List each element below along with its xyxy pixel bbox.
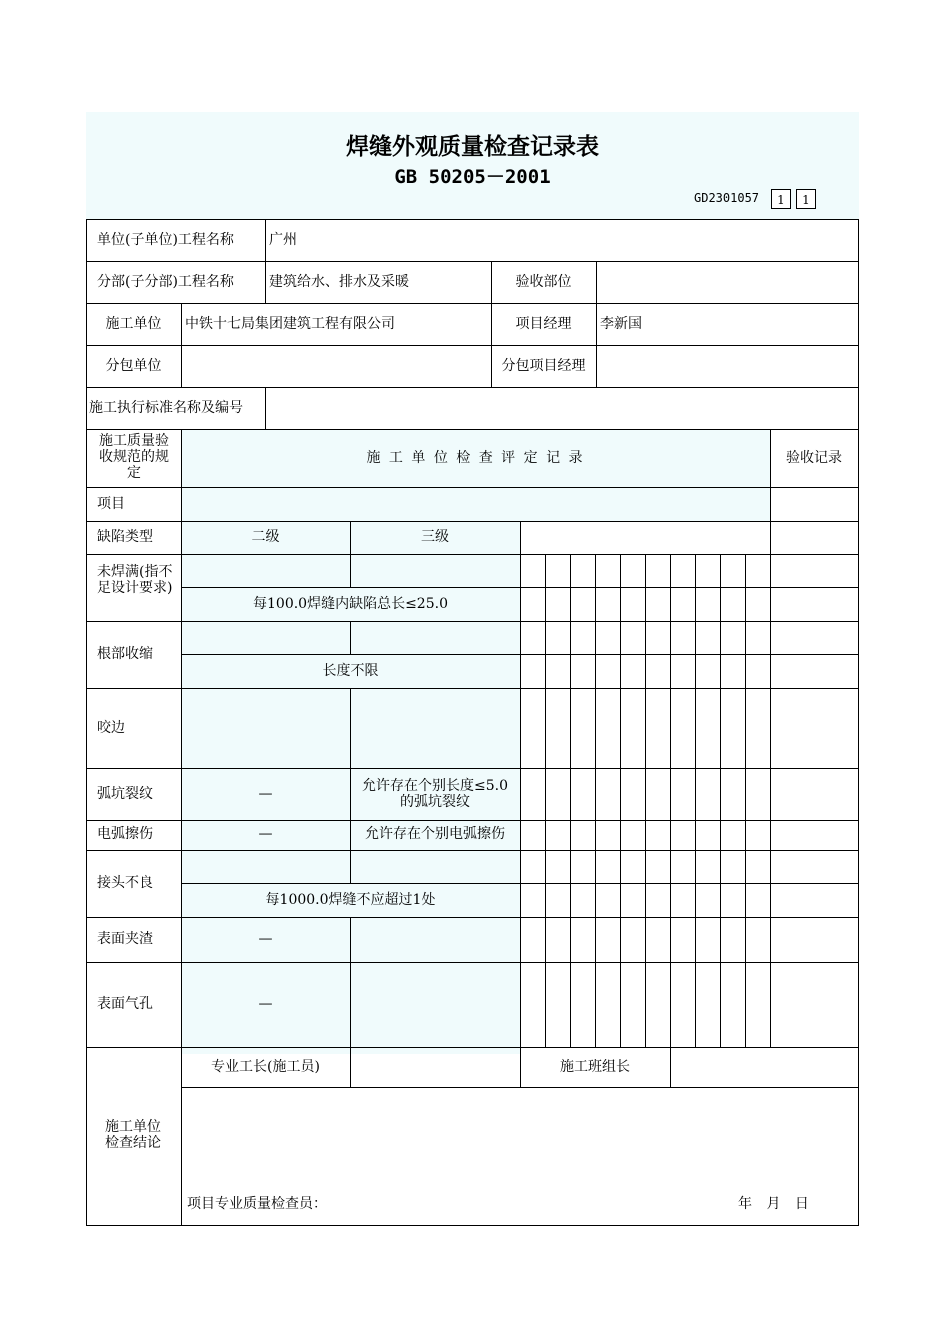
poor-joint-rule: 每1000.0焊缝不应超过1处 xyxy=(265,892,436,908)
code-box-1: 1 xyxy=(771,189,791,209)
grid-line xyxy=(86,621,859,622)
sub-project-label: 分部(子分部)工程名称 xyxy=(97,274,234,290)
grid-line xyxy=(596,261,597,387)
grade-2-header: 二级 xyxy=(251,529,280,545)
grid-line xyxy=(695,554,696,1047)
poor-joint-label: 接头不良 xyxy=(97,875,153,891)
underfill-rule: 每100.0焊缝内缺陷总长≤25.0 xyxy=(253,596,448,612)
grid-line xyxy=(86,850,859,851)
grid-line xyxy=(350,917,351,1087)
conclusion-label: 施工单位检查结论 xyxy=(105,1119,161,1151)
arc-strike-grade-3: 允许存在个别电弧擦伤 xyxy=(365,826,505,842)
table-border-right xyxy=(858,219,859,1226)
sub-project-value[interactable]: 建筑给水、排水及采暖 xyxy=(269,274,409,290)
acceptance-header: 验收记录 xyxy=(786,450,842,466)
table-border-top xyxy=(86,219,859,220)
grid-line xyxy=(670,554,671,1087)
grid-line xyxy=(86,688,859,689)
grid-line xyxy=(86,487,859,488)
grid-line xyxy=(595,554,596,1047)
standard-number: GB 50205－2001 xyxy=(394,166,551,188)
grid-line xyxy=(770,429,771,1047)
grid-line xyxy=(86,429,859,430)
grid-line xyxy=(86,917,859,918)
standard-label: 施工执行标准名称及编号 xyxy=(89,400,243,416)
grid-line xyxy=(545,554,546,1047)
record-header: 施 工 单 位 检 查 评 定 记 录 xyxy=(366,450,585,466)
unit-project-label: 单位(子单位)工程名称 xyxy=(97,232,234,248)
slag-label: 表面夹渣 xyxy=(97,931,153,947)
item-label: 项目 xyxy=(97,496,125,512)
team-leader-label: 施工班组长 xyxy=(560,1059,630,1075)
grid-line xyxy=(745,554,746,1047)
contractor-value[interactable]: 中铁十七局集团建筑工程有限公司 xyxy=(185,316,395,332)
grid-line xyxy=(620,554,621,1047)
code-box-2: 1 xyxy=(796,189,816,209)
crater-crack-grade-2: — xyxy=(258,786,273,802)
spec-header: 施工质量验收规范的规定 xyxy=(99,433,169,481)
arc-strike-grade-2: — xyxy=(258,826,273,842)
project-manager-value[interactable]: 李新国 xyxy=(600,316,642,332)
grid-line xyxy=(86,554,859,555)
grid-line xyxy=(86,820,859,821)
item-cell xyxy=(181,487,770,521)
grid-line xyxy=(350,688,351,883)
grid-line xyxy=(265,387,266,429)
grid-line xyxy=(570,554,571,1047)
crater-crack-grade-3: 允许存在个别长度≤5.0的弧坑裂纹 xyxy=(362,778,508,810)
porosity-grade-2: — xyxy=(258,996,273,1012)
form-title: 焊缝外观质量检查记录表 xyxy=(346,134,599,160)
root-shrink-label: 根部收缩 xyxy=(97,646,153,662)
slag-grade-2: — xyxy=(258,931,273,947)
arc-strike-label: 电弧擦伤 xyxy=(97,826,153,842)
contractor-label: 施工单位 xyxy=(105,316,162,332)
grid-line xyxy=(520,521,521,1087)
grid-line xyxy=(86,962,859,963)
inspector-label: 项目专业质量检查员： xyxy=(187,1196,327,1212)
unit-project-value[interactable]: 广州 xyxy=(269,232,297,248)
grid-line xyxy=(350,621,351,654)
grid-line xyxy=(265,219,266,303)
grid-line xyxy=(86,303,859,304)
grid-line xyxy=(86,261,859,262)
grid-line xyxy=(86,521,859,522)
foreman-label: 专业工长(施工员) xyxy=(211,1059,320,1075)
date-label: 年 月 日 xyxy=(738,1196,809,1212)
grid-line xyxy=(645,554,646,1047)
undercut-label: 咬边 xyxy=(97,720,125,736)
grid-line xyxy=(86,387,859,388)
subcontractor-label: 分包单位 xyxy=(105,358,162,374)
acceptance-part-label: 验收部位 xyxy=(515,274,572,290)
grid-line xyxy=(86,1047,859,1048)
grade-3-header: 三级 xyxy=(421,529,449,545)
sub-project-manager-label: 分包项目经理 xyxy=(501,358,586,374)
form-code: GD2301057 xyxy=(694,191,760,205)
root-shrink-rule: 长度不限 xyxy=(322,663,379,679)
underfill-label: 未焊满(指不足设计要求) xyxy=(97,564,173,596)
grid-line xyxy=(86,768,859,769)
grid-line xyxy=(181,303,182,387)
defect-type-label: 缺陷类型 xyxy=(97,529,153,545)
table-border-bottom xyxy=(86,1225,859,1226)
grid-line xyxy=(181,1087,859,1088)
crater-crack-label: 弧坑裂纹 xyxy=(97,786,153,802)
project-manager-label: 项目经理 xyxy=(515,316,572,332)
porosity-label: 表面气孔 xyxy=(97,996,153,1012)
grid-line xyxy=(720,554,721,1047)
grid-line xyxy=(86,345,859,346)
